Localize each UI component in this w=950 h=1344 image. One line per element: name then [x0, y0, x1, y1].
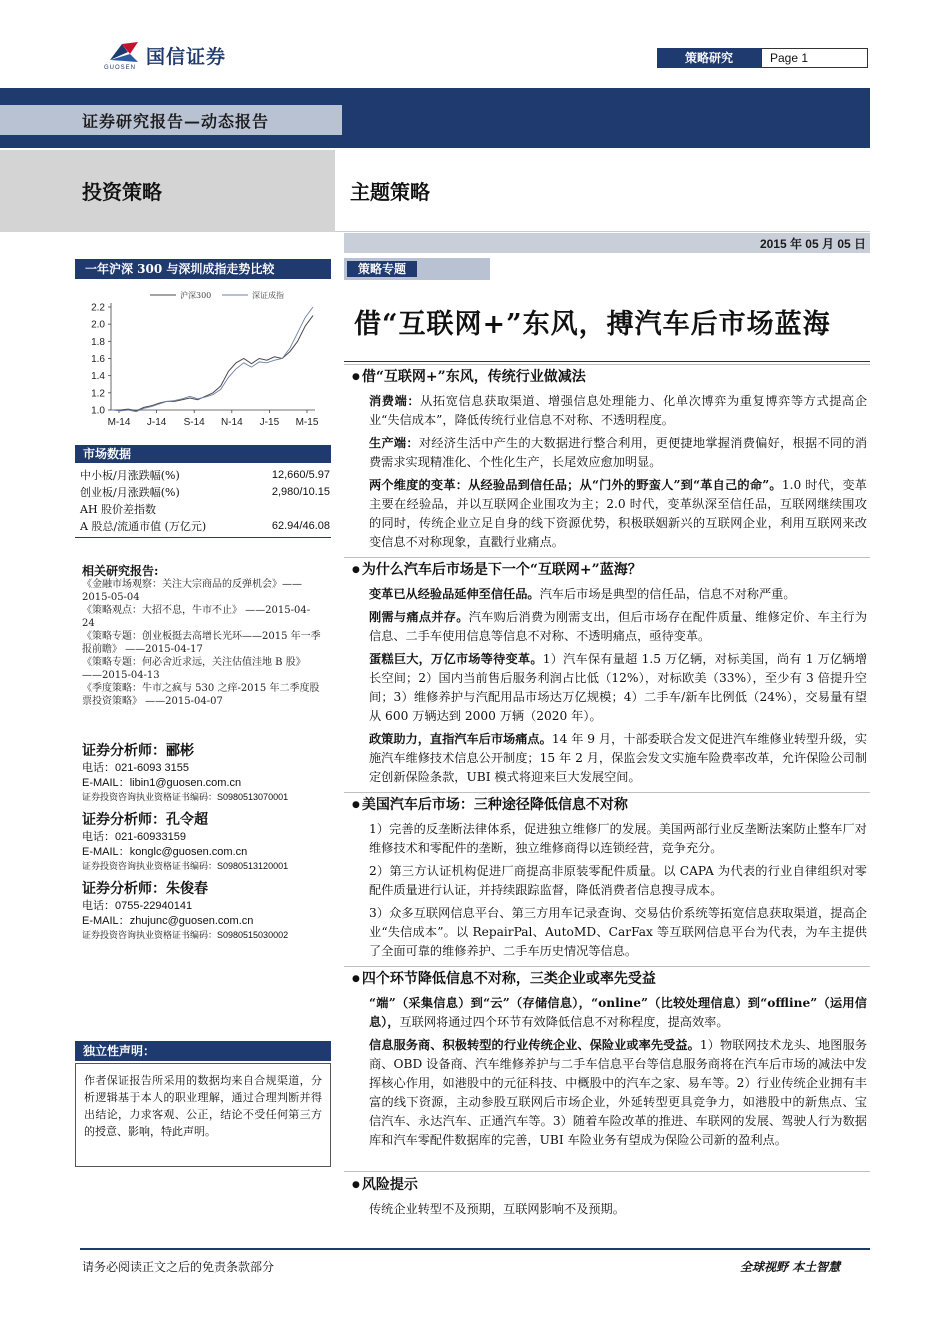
series-line-0 [113, 316, 313, 411]
para-text: 1）完善的反垄断法律体系，促进独立维修厂的发展。美国两部行业反垄断法案防止整车厂对维修技术和零配件的垄断，独立维修商得以连锁经营，竞争充分。 [369, 822, 867, 855]
analyst-name: 孔令超 [166, 812, 208, 828]
paragraph [369, 994, 867, 1032]
market-data-title: 市场数据 [75, 445, 331, 463]
phone-label: 电话： [82, 830, 115, 843]
banner-right-title: 主题策略 [350, 180, 430, 204]
para-text: 互联网将通过四个环节有效降低信息不对称程度，提高效率。 [399, 1015, 729, 1029]
analyst-email[interactable]: libin1@guosen.com.cn [129, 777, 242, 789]
logo-name: 国信证券 [146, 47, 227, 68]
section-2 [352, 559, 867, 787]
analyst-title: 证券分析师： [82, 812, 166, 828]
para-text: 1.0 时代，变革主要在经验品，并以互联网企业围攻为主；2.0 时代，变革纵深至信任品，互联网继续围攻的同时，传统企业立足自身的线下资源优势，积极联姻新兴的互联网企业，利用互联网来改变信息不对称现象，直戳行业痛点。 [369, 478, 867, 549]
list-item: 《策略专题：何必舍近求远，关注估值洼地 B 股》 ——2015-04-13 [82, 657, 306, 681]
page-label: Page 1 [761, 48, 868, 68]
y-tick-label: 1.2 [91, 388, 105, 400]
x-tick-label: J-14 [146, 417, 167, 428]
y-tick-label: 1.4 [91, 371, 105, 383]
para-text: 汽车后市场是典型的信任品，信息不对称严重。 [539, 587, 796, 601]
analyst-name: 郦彬 [166, 743, 194, 759]
divider [344, 361, 870, 362]
divider [344, 966, 870, 967]
y-tick-label: 1.6 [91, 354, 105, 365]
section-1 [352, 366, 867, 552]
email-label: E-MAIL： [82, 777, 130, 789]
analyst-card [82, 809, 332, 874]
footer-slogan: 全球视野 本土智慧 [740, 1260, 841, 1274]
divider [344, 364, 870, 365]
list-item: 《金融市场观察：关注大宗商品的反弹机会》——2015-05-04 [82, 579, 302, 603]
para-lead: “端”（采集信息）到“云”（存储信息），“online”（比较处理信息）到“offline”（运用信息）， [369, 996, 867, 1029]
report-date: 2015 年 05 月 05 日 [759, 237, 866, 251]
series-line-1 [113, 307, 313, 412]
para-lead: 蛋糕巨大，万亿市场等待变革。 [369, 652, 543, 666]
analyst-email[interactable]: zhujunc@guosen.com.cn [129, 915, 254, 927]
list-item: 《策略专题：创业板挺去高增长光环——2015 年一季报前瞻》 ——2015-04-17 [82, 631, 321, 655]
analyst-phone: 021-6093 3155 [115, 762, 190, 774]
report-type: 证券研究报告—动态报告 [82, 112, 270, 131]
section-4 [352, 968, 867, 1150]
divider [75, 537, 331, 538]
para-text: 汽车购后消费为刚需支出，但后市场存在配件质量、维修定价、车主行为信息、二手车使用信息等信息不对称、不透明痛点，亟待变革。 [369, 610, 868, 643]
analyst-name: 朱俊春 [166, 881, 208, 897]
license-label: 证券投资咨询执业资格证书编码： [82, 862, 218, 872]
section-3 [352, 794, 867, 961]
paragraph [369, 1200, 867, 1219]
analyst-title: 证券分析师： [82, 743, 166, 759]
x-tick-label: J-15 [259, 417, 280, 428]
table-row [80, 466, 330, 483]
para-text: 从拓宽信息获取渠道、增强信息处理能力、化单次博弈为重复博弈等方式提高企业“失信成本”，降低传统行业信息不对称、不透明程度。 [369, 394, 868, 427]
paragraph [369, 608, 867, 646]
related-reports-list [82, 578, 322, 708]
para-text: 1）物联网技术龙头、地图服务商、OBD 设备商、汽车维修养护与二手车信息平台等信息服务商将在汽车后市场的减法中发挥核心作用，如港股中的元征科技、中概股中的汽车之家、易车等。2）行业传统企业拥有丰富的线下资源，主动参股互联网后市场企业，外延转型更具竞争力，如港股中的新焦点、宝信汽车、永达汽车、正通汽车等。3）随着车险改革的推进、车联网的发展、驾驶人行为数据库和汽车零配件数据库的完善，UBI 车险业务有望成为保险公司新的盈利点。 [369, 1038, 868, 1147]
divider [344, 1171, 870, 1172]
paragraph [369, 904, 867, 961]
footer-divider [80, 1248, 870, 1250]
market-value [251, 500, 330, 517]
y-tick-label: 2.0 [91, 319, 105, 331]
market-data-table [80, 466, 330, 534]
table-row [80, 500, 330, 517]
paragraph [369, 862, 867, 900]
market-label: A 股总/流通市值 (万亿元) [80, 519, 207, 533]
section-heading: ● 借“互联网+”东风，传统行业做减法 [352, 366, 867, 386]
section-heading: ● 四个环节降低信息不对称，三类企业或率先受益 [352, 968, 867, 988]
footer-disclaimer: 请务必阅读正文之后的免责条款部分 [82, 1260, 275, 1274]
para-text: 14 年 9 月，十部委联合发文促进汽车维修业转型升级，实施汽车维修技术信息公开制度；15 年 2 月，保监会发文实施车险费率改革，允许保险公司制定创新保险条款，UBI 模式将迎来巨大发展空间。 [369, 732, 868, 784]
market-label: 中小板/月涨跌幅(%) [80, 468, 180, 482]
phone-label: 电话： [82, 761, 115, 774]
section-tag: 策略专题 [347, 261, 417, 277]
para-lead: 变革已从经验品延伸至信任品。 [369, 587, 540, 601]
guosen-logo-icon [108, 40, 140, 64]
y-tick-label: 1.0 [91, 405, 105, 417]
license-label: 证券投资咨询执业资格证书编码： [82, 793, 218, 803]
independence-statement: 作者保证报告所采用的数据均来自合规渠道，分析逻辑基于本人的职业理解，通过合理判断并得出结论，力求客观、公正，结论不受任何第三方的授意、影响，特此声明。 [75, 1063, 331, 1167]
para-lead: 消费端： [369, 394, 421, 408]
para-text: 2）第三方认证机构促进厂商提高非原装零配件质量。以 CAPA 为代表的行业自律组织对零配件质量进行认证，并持续跟踪监督，降低消费者信息搜寻成本。 [369, 864, 867, 897]
phone-label: 电话： [82, 899, 115, 912]
paragraph [369, 730, 867, 787]
page-title: 借“互联网+”东风，搏汽车后市场蓝海 [354, 309, 831, 340]
divider [344, 792, 870, 793]
category-tag: 策略研究 [657, 48, 761, 68]
banner-left-title: 投资策略 [82, 180, 162, 204]
independence-title: 独立性声明： [75, 1041, 331, 1061]
section-5 [352, 1174, 867, 1219]
chart-box-title: 一年沪深 300 与深圳成指走势比较 [75, 259, 331, 279]
table-row [80, 517, 330, 534]
para-text: 3）众多互联网信息平台、第三方用车记录查询、交易估价系统等拓宽信息获取渠道，提高企业“失信成本”。以 RepairPal、AutoMD、CarFax 等互联网信息平台为代表，为车主提供了全面可靠的维修养护、二手车历史情况等信息。 [369, 906, 867, 958]
para-lead: 信息服务商、积极转型的行业传统企业、保险业或率先受益。 [369, 1038, 700, 1052]
para-lead: 两个维度的变革：从经验品到信任品；从“门外的野蛮人”到“革自己的命”。 [369, 478, 782, 492]
paragraph [369, 434, 867, 472]
index-comparison-chart [75, 283, 333, 438]
market-label: AH 股价差指数 [80, 502, 157, 516]
paragraph [369, 585, 867, 604]
market-label: 创业板/月涨跌幅(%) [80, 485, 180, 499]
y-tick-label: 1.8 [91, 336, 105, 348]
y-tick-label: 2.2 [91, 302, 105, 314]
email-label: E-MAIL： [82, 915, 130, 927]
market-value: 62.94/46.08 [271, 519, 330, 532]
list-item: 《策略观点：大招不息，牛市不止》 ——2015-04-24 [82, 605, 311, 629]
analyst-phone: 0755-22940141 [115, 900, 193, 912]
x-tick-label: S-14 [183, 417, 205, 428]
analyst-license: S0980513070001 [217, 792, 289, 802]
market-value: 12,660/5.97 [271, 468, 330, 481]
table-row [80, 483, 330, 500]
paragraph [369, 392, 867, 430]
para-lead: 刚需与痛点并存。 [369, 610, 469, 624]
para-lead: 政策助力，直指汽车后市场痛点。 [369, 732, 552, 746]
para-text: 传统企业转型不及预期，互联网影响不及预期。 [369, 1202, 625, 1216]
section-heading: ● 美国汽车后市场：三种途径降低信息不对称 [352, 794, 867, 814]
x-tick-label: N-14 [220, 417, 243, 428]
divider [344, 557, 870, 558]
logo-sub: GUOSEN [104, 65, 137, 71]
legend-label: 深证成指 [252, 291, 284, 300]
analyst-license: S0980513120001 [217, 861, 289, 871]
section-heading: ● 风险提示 [352, 1174, 867, 1194]
email-label: E-MAIL： [82, 846, 130, 858]
paragraph [369, 1036, 867, 1150]
x-tick-label: M-14 [107, 417, 131, 428]
para-text: 对经济生活中产生的大数据进行整合利用，更便捷地掌握消费偏好，根据不同的消费需求实现精准化、个性化生产，长尾效应愈加明显。 [369, 436, 868, 469]
analyst-phone: 021-60933159 [115, 831, 186, 843]
x-tick-label: M-15 [295, 417, 319, 428]
banner-left-panel [0, 150, 335, 232]
paragraph [369, 820, 867, 858]
para-lead: 生产端： [369, 436, 419, 450]
section-heading: ● 为什么汽车后市场是下一个“互联网+”蓝海？ [352, 559, 867, 579]
list-item: 《季度策略：牛市之疯与 530 之痒-2015 年二季度股票投资策略》 ——2015-04-07 [82, 683, 320, 707]
license-label: 证券投资咨询执业资格证书编码： [82, 931, 218, 941]
market-value: 2,980/10.15 [271, 485, 330, 498]
paragraph [369, 650, 867, 726]
para-text: 1）汽车保有量超 1.5 万亿辆，对标美国，尚有 1 万亿辆增长空间；2）国内当前售后服务利润占比低（12%），对标欧美（33%），至少有 3 倍提升空间；3）维修养护与汽配用品市场达万亿规模；4）二手车/新车比例低（24%），交易量有望从 600 万辆达到 2000 万辆（2020 年）。 [369, 652, 868, 723]
analyst-title: 证券分析师： [82, 881, 166, 897]
legend-label: 沪深300 [180, 291, 212, 300]
related-reports-title: 相关研究报告: [82, 564, 159, 578]
analyst-card [82, 878, 332, 943]
analyst-email[interactable]: konglc@guosen.com.cn [129, 846, 248, 858]
paragraph [369, 476, 867, 552]
analyst-license: S0980515030002 [217, 930, 289, 940]
analyst-card [82, 740, 332, 805]
